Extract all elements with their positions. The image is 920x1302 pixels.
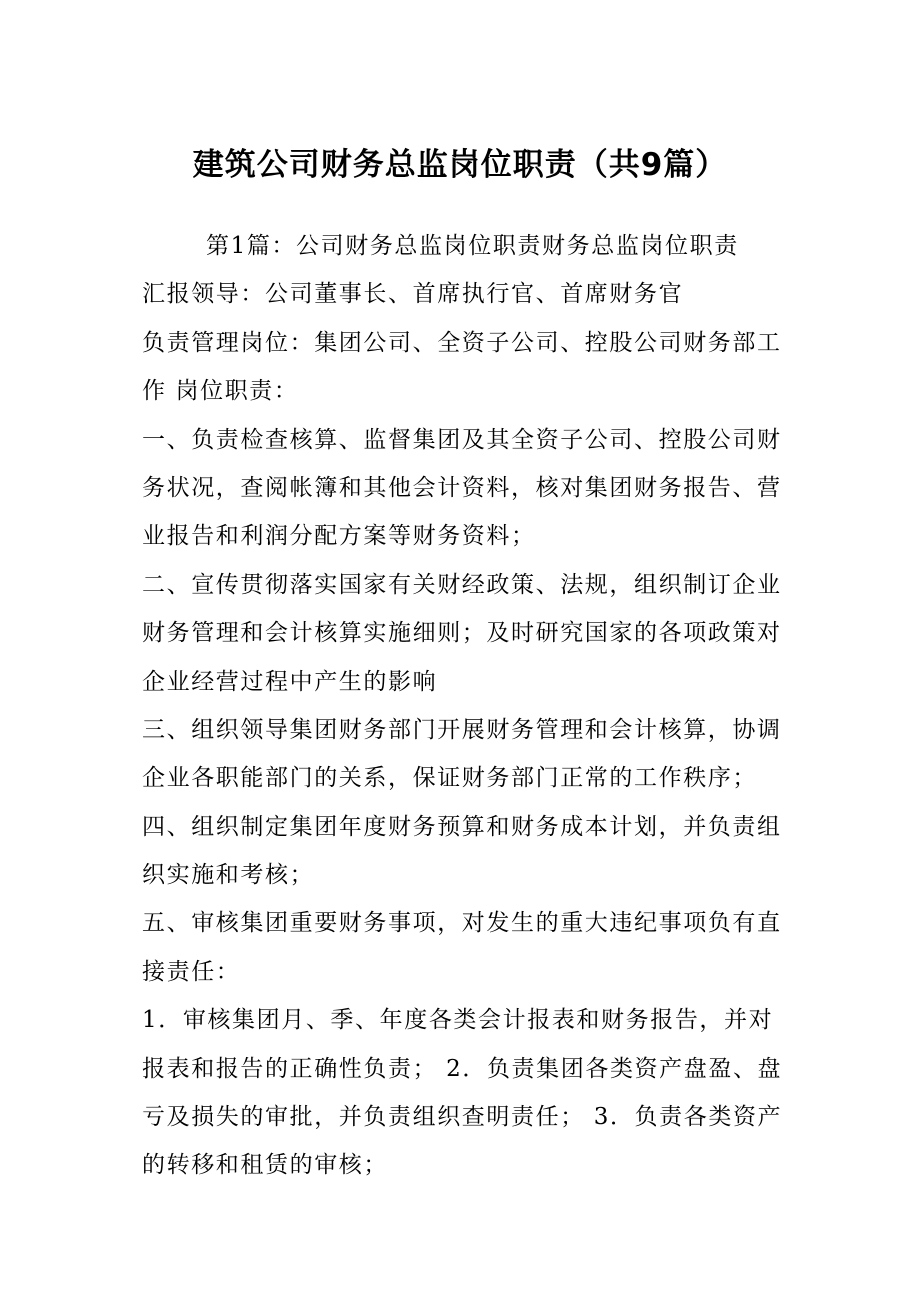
body-line: 三、组织领导集团财务部门开展财务管理和会计核算，协调 <box>142 716 782 743</box>
body-line: 报表和报告的正确性负责； 2．负责集团各类资产盘盈、盘 <box>142 1055 782 1082</box>
body-line: 企业经营过程中产生的影响 <box>142 668 438 695</box>
body-line: 务状况，查阅帐簿和其他会计资料，核对集团财务报告、营 <box>142 474 782 501</box>
body-line: 1．审核集团月、季、年度各类会计报表和财务报告，并对 <box>142 1007 774 1034</box>
document-title: 建筑公司财务总监岗位职责（共9篇） <box>192 147 728 183</box>
body-line: 第1篇：公司财务总监岗位职责财务总监岗位职责 <box>206 233 739 259</box>
body-line: 亏及损失的审批，并负责组织查明责任； 3．负责各类资产 <box>142 1104 782 1131</box>
document-body <box>142 222 782 1190</box>
body-line: 五、审核集团重要财务事项，对发生的重大违纪事项负有直 <box>142 910 782 937</box>
body-line: 业报告和利润分配方案等财务资料； <box>142 523 536 550</box>
body-line: 一、负责检查核算、监督集团及其全资子公司、控股公司财 <box>142 426 782 453</box>
body-line: 负责管理岗位：集团公司、全资子公司、控股公司财务部工 <box>142 329 782 356</box>
body-line: 织实施和考核； <box>142 862 315 889</box>
body-line: 企业各职能部门的关系，保证财务部门正常的工作秩序； <box>142 765 757 792</box>
body-line: 四、组织制定集团年度财务预算和财务成本计划，并负责组 <box>142 813 782 840</box>
body-line: 财务管理和会计核算实施细则；及时研究国家的各项政策对 <box>142 620 782 647</box>
body-line: 二、宣传贯彻落实国家有关财经政策、法规，组织制订企业 <box>142 571 782 598</box>
body-line: 汇报领导：公司董事长、首席执行官、首席财务官 <box>142 281 684 308</box>
body-line: 接责任： <box>142 958 241 985</box>
body-line: 作 岗位职责： <box>142 378 299 405</box>
body-line: 的转移和租赁的审核； <box>142 1152 388 1179</box>
